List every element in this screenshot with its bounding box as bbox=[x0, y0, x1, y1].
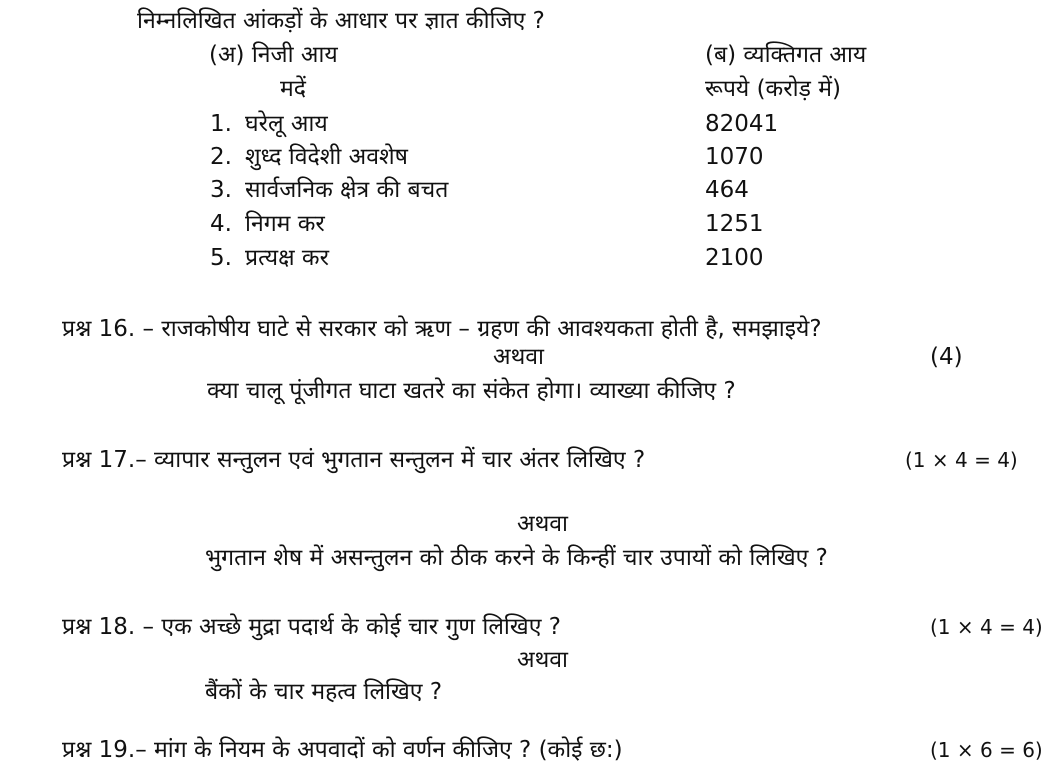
row-number: 2. bbox=[210, 144, 232, 170]
header-personal-income: (ब) व्यक्तिगत आय bbox=[705, 42, 867, 68]
row-label: घरेलू आय bbox=[245, 111, 328, 137]
row-label: सार्वजनिक क्षेत्र की बचत bbox=[245, 177, 449, 203]
row-number: 3. bbox=[210, 177, 232, 203]
question-18: प्रश्न 18. – एक अच्छे मुद्रा पदार्थ के कोई चार गुण लिखिए ? bbox=[62, 614, 561, 640]
question-17-alt: भुगतान शेष में असन्तुलन को ठीक करने के किन्हीं चार उपायों को लिखिए ? bbox=[205, 545, 828, 571]
row-value: 1251 bbox=[705, 211, 764, 237]
or-label: अथवा bbox=[493, 344, 545, 370]
header-private-income: (अ) निजी आय bbox=[209, 42, 338, 68]
header-unit: रूपये (करोड़ में) bbox=[705, 76, 841, 102]
row-value: 1070 bbox=[705, 144, 764, 170]
row-number: 5. bbox=[210, 245, 232, 271]
row-number: 4. bbox=[210, 211, 232, 237]
marks: (1 × 4 = 4) bbox=[905, 448, 1018, 472]
marks: (1 × 4 = 4) bbox=[930, 615, 1043, 639]
row-number: 1. bbox=[210, 111, 232, 137]
row-label: शुध्द विदेशी अवशेष bbox=[245, 144, 408, 170]
marks: (1 × 6 = 6) bbox=[930, 738, 1043, 762]
header-items: मदें bbox=[280, 76, 306, 102]
row-label: प्रत्यक्ष कर bbox=[245, 245, 329, 271]
row-value: 464 bbox=[705, 177, 749, 203]
question-16: प्रश्न 16. – राजकोषीय घाटे से सरकार को ऋण – ग्रहण की आवश्यकता होती है, समझाइये? bbox=[62, 316, 822, 342]
row-value: 82041 bbox=[705, 111, 779, 137]
question-17: प्रश्न 17.– व्यापार सन्तुलन एवं भुगतान सन्तुलन में चार अंतर लिखिए ? bbox=[62, 447, 646, 473]
or-label: अथवा bbox=[517, 511, 569, 537]
question-19: प्रश्न 19.– मांग के नियम के अपवादों को वर्णन कीजिए ? (कोई छ:) bbox=[62, 737, 623, 763]
or-label: अथवा bbox=[517, 647, 569, 673]
marks: (4) bbox=[930, 344, 963, 370]
row-value: 2100 bbox=[705, 245, 764, 271]
row-label: निगम कर bbox=[245, 211, 325, 237]
intro-text: निम्नलिखित आंकड़ों के आधार पर ज्ञात कीजिए ? bbox=[137, 8, 545, 34]
question-18-alt: बैंकों के चार महत्व लिखिए ? bbox=[205, 679, 443, 705]
question-16-alt: क्या चालू पूंजीगत घाटा खतरे का संकेत होगा। व्याख्या कीजिए ? bbox=[207, 378, 736, 404]
